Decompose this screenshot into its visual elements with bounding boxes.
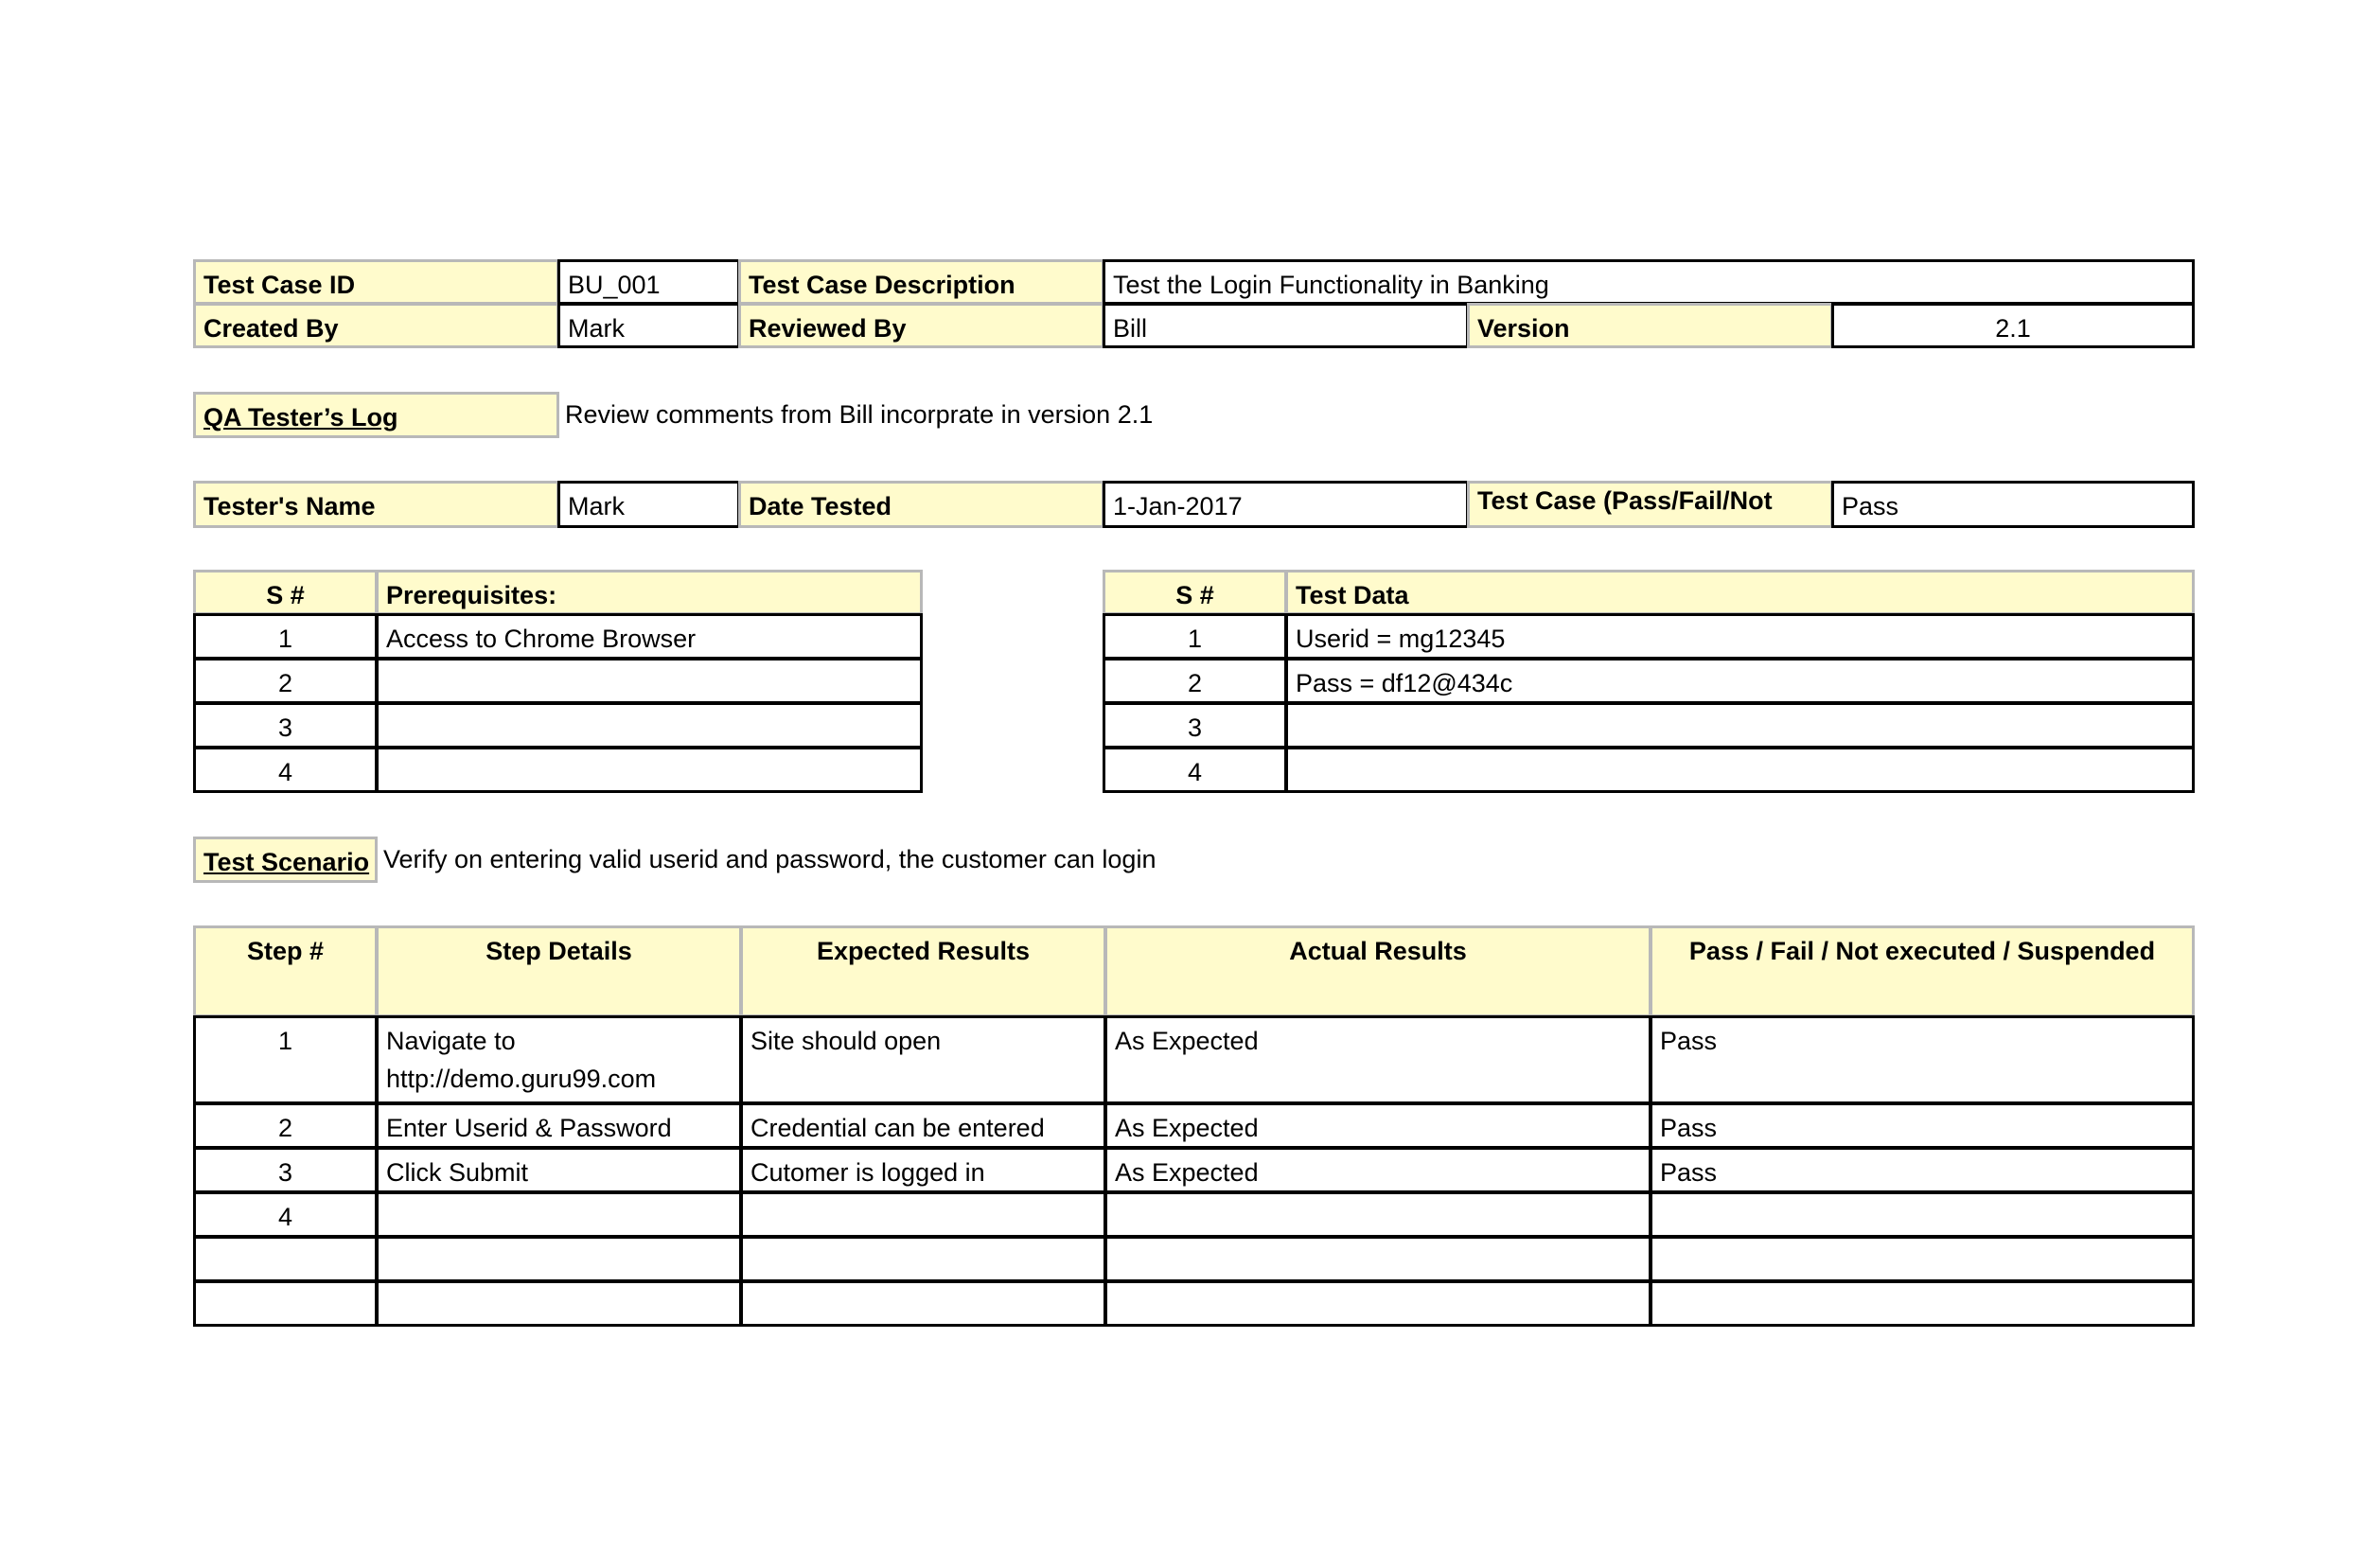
step-details [376, 1280, 742, 1327]
prereq-text: Access to Chrome Browser [376, 613, 923, 660]
step-expected: Credential can be entered [740, 1102, 1106, 1149]
step-status [1650, 1191, 2195, 1238]
step-expected [740, 1236, 1106, 1282]
version-value: 2.1 [1831, 303, 2195, 348]
test-data-sn-header: S # [1103, 570, 1287, 615]
description-label: Test Case Description [738, 259, 1104, 305]
test-data-text [1285, 747, 2195, 793]
test-data-text [1285, 702, 2195, 749]
step-number [193, 1280, 378, 1327]
version-label: Version [1467, 303, 1833, 348]
tester-name-label: Tester's Name [193, 481, 559, 528]
description-value: Test the Login Functionality in Banking [1103, 259, 2195, 305]
step-expected: Cutomer is logged in [740, 1147, 1106, 1193]
test-data-header: Test Data [1285, 570, 2195, 615]
step-number: 2 [193, 1102, 378, 1149]
test-case-result-value: Pass [1831, 481, 2195, 528]
prereq-sn: 2 [193, 658, 378, 704]
step-number: 4 [193, 1191, 378, 1238]
prereq-sn: 4 [193, 747, 378, 793]
date-tested-label: Date Tested [738, 481, 1104, 528]
prereq-text [376, 702, 923, 749]
test-scenario-label: Test Scenario [193, 837, 378, 883]
test-data-sn: 1 [1103, 613, 1287, 660]
step-expected [740, 1280, 1106, 1327]
step-number: 1 [193, 1015, 378, 1104]
prereq-text [376, 658, 923, 704]
step-details: Enter Userid & Password [376, 1102, 742, 1149]
test-case-id-label: Test Case ID [193, 259, 559, 305]
test-case-result-label: Test Case (Pass/Fail/Not [1467, 481, 1833, 528]
step-actual [1104, 1191, 1651, 1238]
step-status [1650, 1236, 2195, 1282]
created-by-value: Mark [557, 303, 740, 348]
test-data-sn: 3 [1103, 702, 1287, 749]
step-details [376, 1191, 742, 1238]
reviewed-by-label: Reviewed By [738, 303, 1104, 348]
date-tested-value: 1-Jan-2017 [1103, 481, 1469, 528]
steps-header-status: Pass / Fail / Not executed / Suspended [1650, 925, 2195, 1017]
step-details [376, 1236, 742, 1282]
qa-log-text: Review comments from Bill incorprate in version 2.1 [565, 400, 1154, 429]
step-number: 3 [193, 1147, 378, 1193]
created-by-label: Created By [193, 303, 559, 348]
step-details: Navigate to http://demo.guru99.com [376, 1015, 742, 1104]
step-actual [1104, 1280, 1651, 1327]
prereq-sn: 1 [193, 613, 378, 660]
prereq-sn: 3 [193, 702, 378, 749]
steps-header-expected: Expected Results [740, 925, 1106, 1017]
step-actual [1104, 1236, 1651, 1282]
test-data-text: Pass = df12@434c [1285, 658, 2195, 704]
steps-header-details: Step Details [376, 925, 742, 1017]
step-status: Pass [1650, 1015, 2195, 1104]
steps-header-step: Step # [193, 925, 378, 1017]
test-case-id-value: BU_001 [557, 259, 740, 305]
step-expected [740, 1191, 1106, 1238]
test-data-sn: 4 [1103, 747, 1287, 793]
test-data-text: Userid = mg12345 [1285, 613, 2195, 660]
steps-header-actual: Actual Results [1104, 925, 1651, 1017]
test-scenario-text: Verify on entering valid userid and password, the customer can login [383, 845, 1157, 873]
step-status: Pass [1650, 1147, 2195, 1193]
qa-log-label: QA Tester’s Log [193, 392, 559, 438]
test-data-sn: 2 [1103, 658, 1287, 704]
step-expected: Site should open [740, 1015, 1106, 1104]
prereq-header: Prerequisites: [376, 570, 923, 615]
tester-name-value: Mark [557, 481, 740, 528]
step-details: Click Submit [376, 1147, 742, 1193]
prereq-sn-header: S # [193, 570, 378, 615]
step-status [1650, 1280, 2195, 1327]
step-status: Pass [1650, 1102, 2195, 1149]
prereq-text [376, 747, 923, 793]
reviewed-by-value: Bill [1103, 303, 1469, 348]
step-number [193, 1236, 378, 1282]
step-actual: As Expected [1104, 1102, 1651, 1149]
step-actual: As Expected [1104, 1147, 1651, 1193]
step-actual: As Expected [1104, 1015, 1651, 1104]
